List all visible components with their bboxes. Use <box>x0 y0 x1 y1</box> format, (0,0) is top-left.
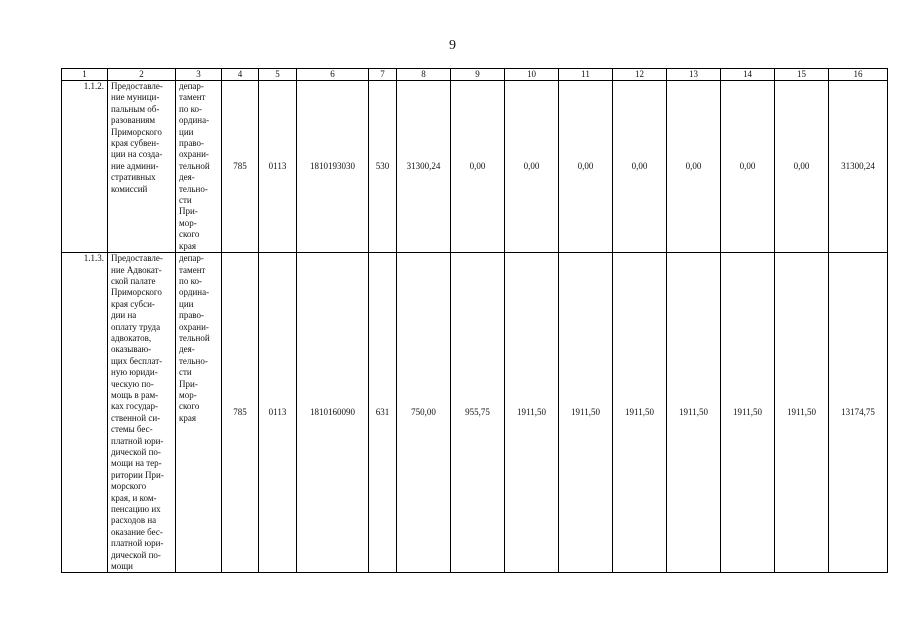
text-line: Приморского <box>111 287 162 298</box>
text-line: края <box>179 240 197 251</box>
executor-name <box>176 81 222 253</box>
text-line: охрани- <box>179 149 209 160</box>
cell-amount: 1911,50 <box>559 253 613 573</box>
cell-total: 13174,75 <box>829 253 888 573</box>
text-line: При- <box>179 378 198 389</box>
cell-amount: 1911,50 <box>667 253 721 573</box>
text-line: Предоставле- <box>111 253 163 264</box>
text-line: оплату труда <box>111 321 161 332</box>
cell-amount: 1911,50 <box>775 253 829 573</box>
text-line: ского <box>179 401 200 412</box>
column-header: 6 <box>297 69 369 81</box>
text-line: мощи <box>111 561 133 572</box>
text-line: дея- <box>179 344 195 355</box>
text-line: комиссий <box>111 183 148 194</box>
column-header: 12 <box>613 69 667 81</box>
text-line: щих бесплат- <box>111 355 163 366</box>
row-code: 1.1.3. <box>62 253 108 573</box>
text-line: ской палате <box>111 275 156 286</box>
text-line: адвокатов, <box>111 332 152 343</box>
header-row <box>62 69 888 81</box>
text-line: ственной си- <box>111 412 161 423</box>
text-line: Приморского <box>111 126 162 137</box>
text-line: тамент <box>179 264 206 275</box>
cell-grbs: 785 <box>222 81 259 253</box>
text-line: депар- <box>179 253 204 264</box>
cell-amount: 0,00 <box>775 81 829 253</box>
text-line: ордина- <box>179 115 210 126</box>
text-line: мощи на тер- <box>111 458 162 469</box>
column-header: 1 <box>62 69 108 81</box>
cell-amount: 955,75 <box>451 253 505 573</box>
cell-amount: 1911,50 <box>721 253 775 573</box>
cell-grbs: 785 <box>222 253 259 573</box>
text-line: стемы бес- <box>111 424 153 435</box>
cell-amount: 0,00 <box>505 81 559 253</box>
text-line: пенсацию их <box>111 504 161 515</box>
text-line: ческую по- <box>111 378 154 389</box>
text-line: морского <box>111 481 147 492</box>
text-line: сти <box>179 367 192 378</box>
text-line: оказываю- <box>111 344 152 355</box>
text-line: края субвен- <box>111 138 160 149</box>
row-code: 1.1.2. <box>62 81 108 253</box>
cell-section: 0113 <box>259 81 297 253</box>
text-line: право- <box>179 138 204 149</box>
table-row <box>62 81 888 253</box>
cell-target-article: 1810160090 <box>297 253 369 573</box>
executor-name <box>176 253 222 573</box>
budget-table <box>61 68 888 573</box>
text-line: стративных <box>111 172 156 183</box>
cell-total: 31300,24 <box>829 81 888 253</box>
cell-amount: 750,00 <box>397 253 451 573</box>
text-line: тельно- <box>179 183 208 194</box>
column-header: 5 <box>259 69 297 81</box>
measure-name <box>108 81 176 253</box>
column-header: 15 <box>775 69 829 81</box>
text-line: тельной <box>179 160 210 171</box>
text-line: тельно- <box>179 355 208 366</box>
text-line: по ко- <box>179 275 202 286</box>
text-line: дии на <box>111 310 137 321</box>
text-line: тельной <box>179 332 210 343</box>
text-line: ние админи- <box>111 160 159 171</box>
cell-amount: 0,00 <box>613 81 667 253</box>
cell-amount: 0,00 <box>721 81 775 253</box>
text-line: дической по- <box>111 549 161 560</box>
cell-amount: 31300,24 <box>397 81 451 253</box>
text-line: края субси- <box>111 298 155 309</box>
cell-amount: 0,00 <box>667 81 721 253</box>
cell-amount: 1911,50 <box>505 253 559 573</box>
text-line: сти <box>179 195 192 206</box>
text-line: ордина- <box>179 287 210 298</box>
column-header: 9 <box>451 69 505 81</box>
cell-target-article: 1810193030 <box>297 81 369 253</box>
text-line: тамент <box>179 92 206 103</box>
cell-amount: 0,00 <box>451 81 505 253</box>
text-line: платной юри- <box>111 538 164 549</box>
text-line: расходов на <box>111 515 157 526</box>
text-line: дея- <box>179 172 195 183</box>
column-header: 4 <box>222 69 259 81</box>
text-line: мощь в рам- <box>111 389 159 400</box>
text-line: края <box>179 412 197 423</box>
text-line: ции <box>179 126 194 137</box>
column-header: 2 <box>108 69 176 81</box>
cell-section: 0113 <box>259 253 297 573</box>
text-line: ние муници- <box>111 92 160 103</box>
cell-amount: 0,00 <box>559 81 613 253</box>
cell-amount: 1911,50 <box>613 253 667 573</box>
column-header: 16 <box>829 69 888 81</box>
text-line: ского <box>179 229 200 240</box>
text-line: ции <box>179 298 194 309</box>
text-line: ную юриди- <box>111 367 158 378</box>
text-line: края, и ком- <box>111 492 157 503</box>
column-header: 7 <box>369 69 397 81</box>
cell-expense-type: 530 <box>369 81 397 253</box>
text-line: платной юри- <box>111 435 164 446</box>
text-line: охрани- <box>179 321 209 332</box>
text-line: мор- <box>179 389 197 400</box>
measure-name <box>108 253 176 573</box>
column-header: 14 <box>721 69 775 81</box>
text-line: по ко- <box>179 103 202 114</box>
text-line: ции на созда- <box>111 149 163 160</box>
text-line: разованиям <box>111 115 156 126</box>
cell-expense-type: 631 <box>369 253 397 573</box>
text-line: ритории При- <box>111 469 164 480</box>
text-line: ках государ- <box>111 401 159 412</box>
text-line: право- <box>179 310 204 321</box>
text-line: депар- <box>179 81 204 91</box>
text-line: Предоставле- <box>111 81 163 91</box>
column-header: 3 <box>176 69 222 81</box>
text-line: ние Адвокат- <box>111 264 162 275</box>
column-header: 8 <box>397 69 451 81</box>
table-row <box>62 253 888 573</box>
column-header: 11 <box>559 69 613 81</box>
text-line: дической по- <box>111 447 161 457</box>
text-line: пальным об- <box>111 103 160 114</box>
text-line: При- <box>179 206 198 217</box>
text-line: оказание бес- <box>111 526 163 537</box>
column-header: 13 <box>667 69 721 81</box>
column-header: 10 <box>505 69 559 81</box>
text-line: мор- <box>179 217 197 228</box>
page-number: 9 <box>449 38 456 53</box>
